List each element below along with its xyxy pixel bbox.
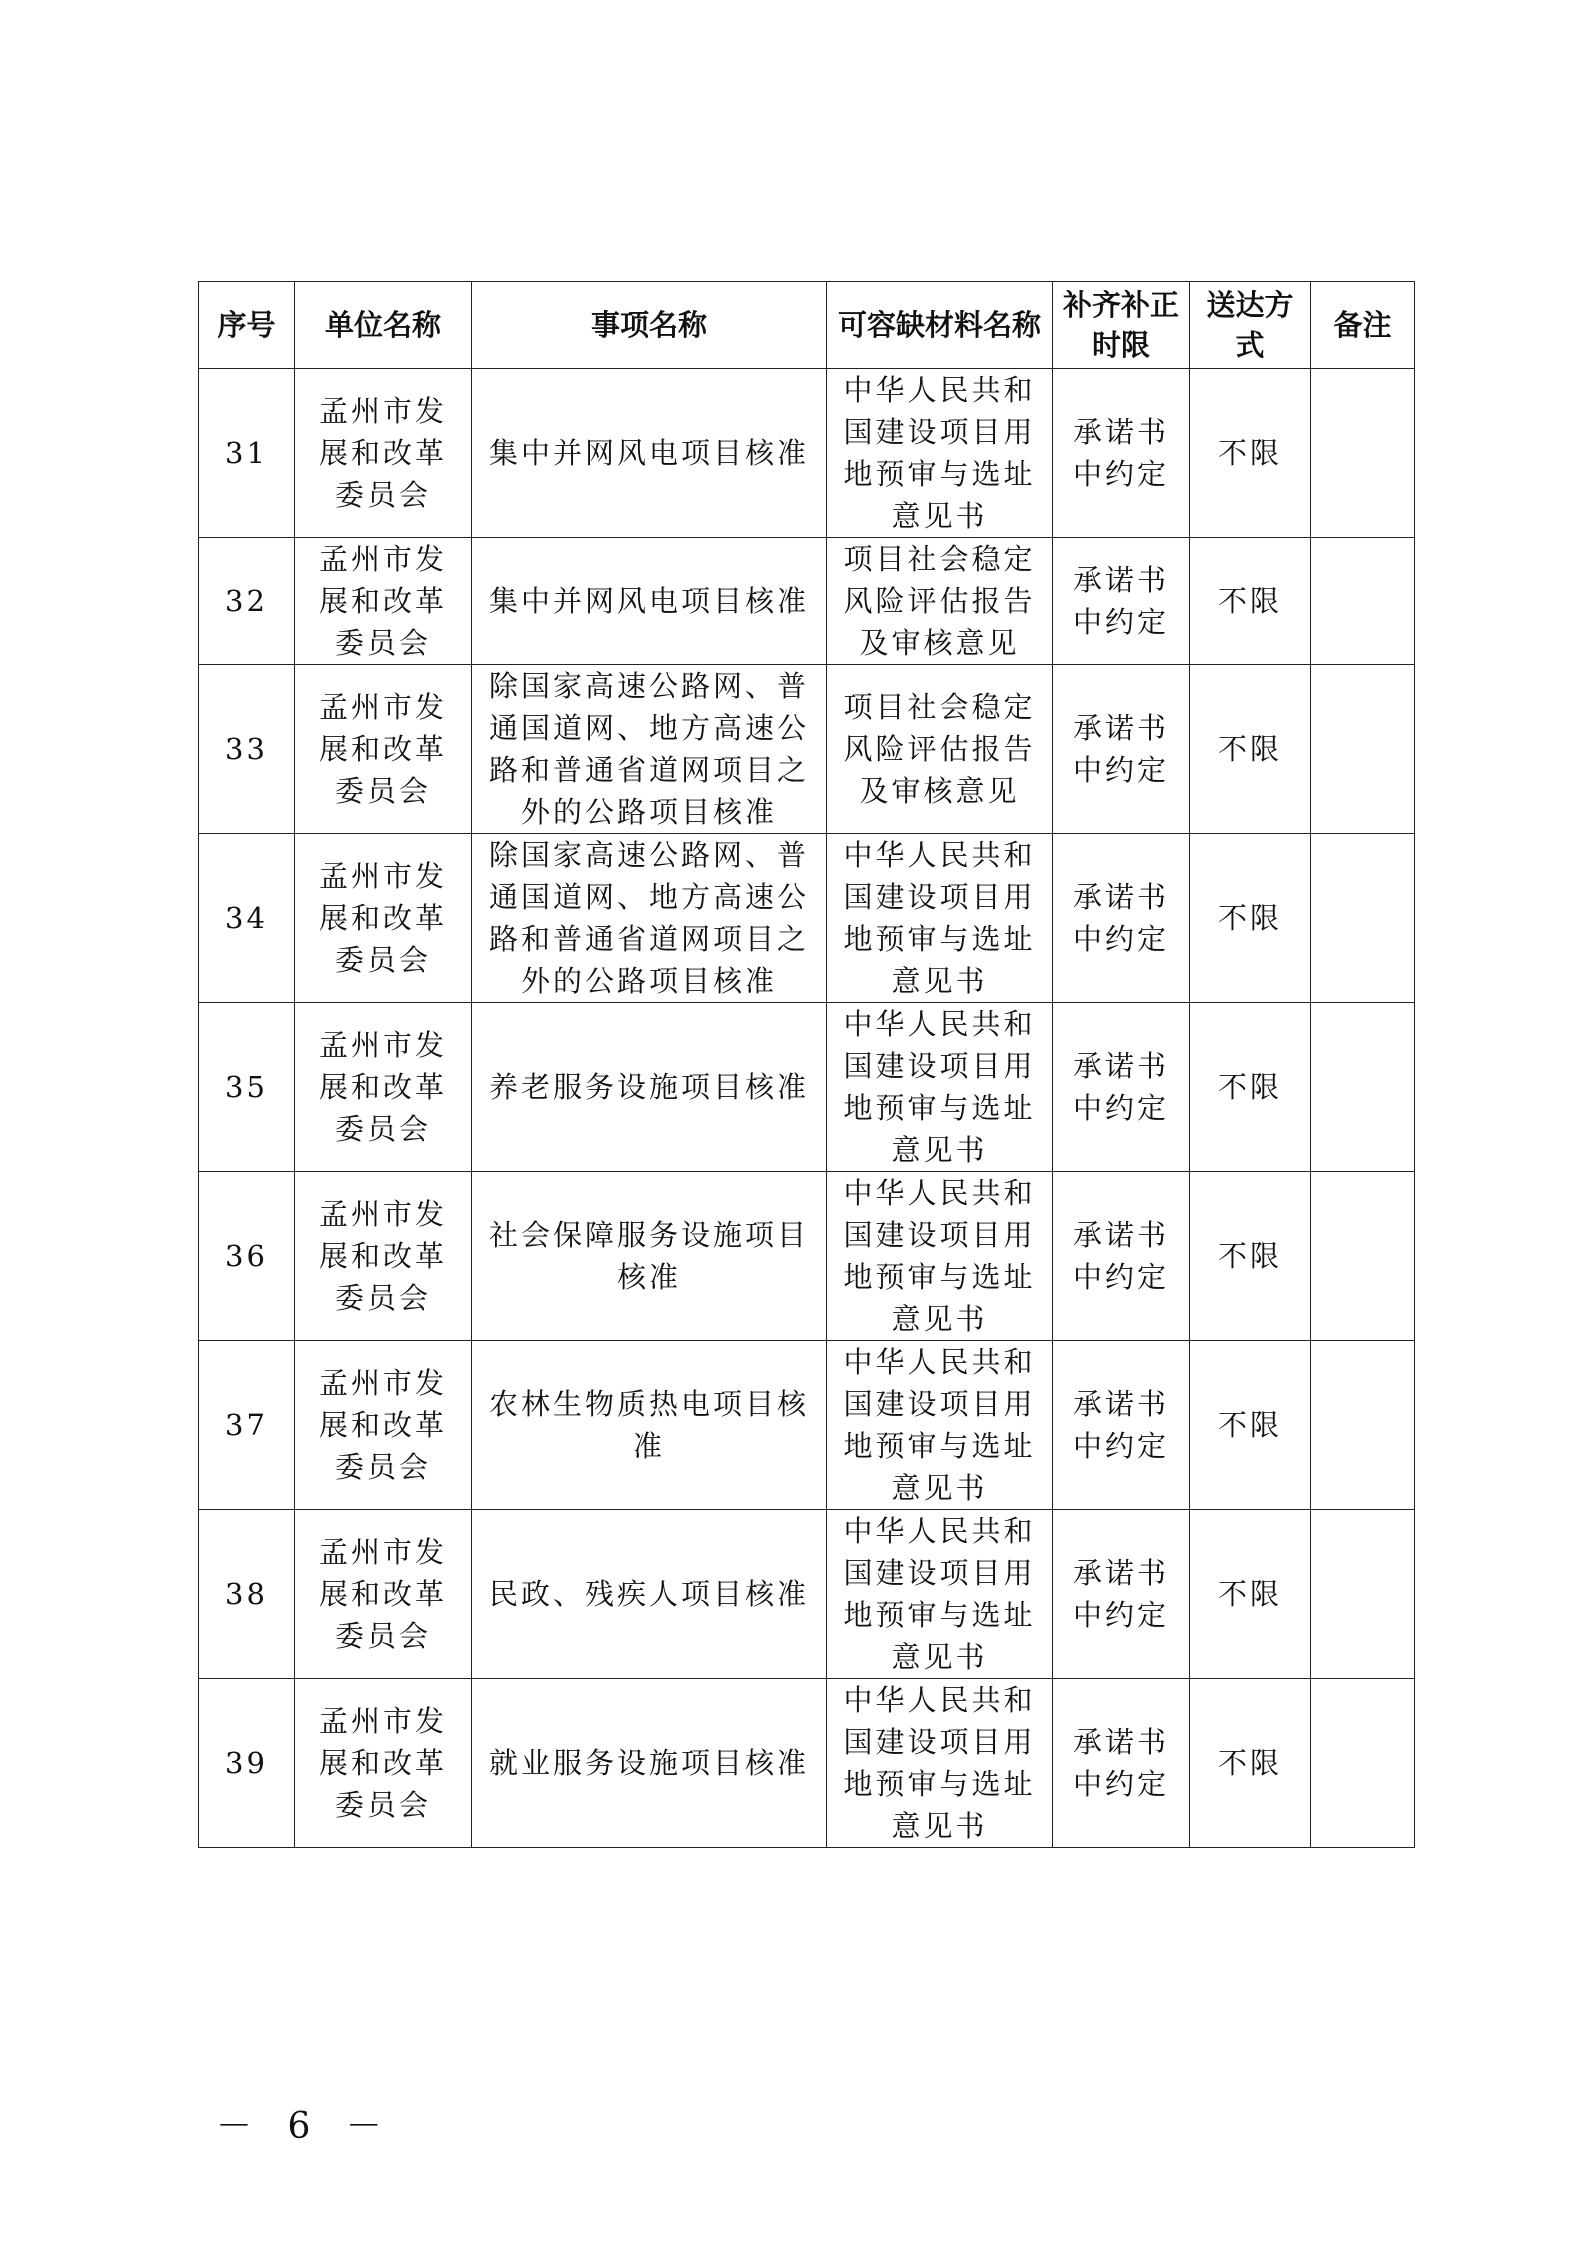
row-no: 35 [199, 1003, 295, 1172]
table-row [199, 1679, 1415, 1848]
row-material: 项目社会稳定风险评估报告及审核意见 [827, 665, 1053, 834]
row-no: 38 [199, 1510, 295, 1679]
row-item: 民政、残疾人项目核准 [472, 1510, 827, 1679]
row-item: 除国家高速公路网、普通国道网、地方高速公路和普通省道网项目之外的公路项目核准 [472, 665, 827, 834]
row-item: 集中并网风电项目核准 [472, 538, 827, 665]
row-time-limit: 承诺书中约定 [1053, 1172, 1190, 1341]
row-delivery: 不限 [1190, 1510, 1311, 1679]
row-time-limit: 承诺书中约定 [1053, 1003, 1190, 1172]
header-time-limit: 补齐补正时限 [1053, 282, 1190, 369]
row-time-limit: 承诺书中约定 [1053, 538, 1190, 665]
row-item: 农林生物质热电项目核准 [472, 1341, 827, 1510]
row-material: 中华人民共和国建设项目用地预审与选址意见书 [827, 1003, 1053, 1172]
row-remark [1311, 369, 1415, 538]
row-unit: 孟州市发展和改革委员会 [295, 1003, 472, 1172]
row-item: 除国家高速公路网、普通国道网、地方高速公路和普通省道网项目之外的公路项目核准 [472, 834, 827, 1003]
row-unit: 孟州市发展和改革委员会 [295, 538, 472, 665]
row-material: 项目社会稳定风险评估报告及审核意见 [827, 538, 1053, 665]
row-time-limit: 承诺书中约定 [1053, 665, 1190, 834]
row-time-limit: 承诺书中约定 [1053, 834, 1190, 1003]
row-unit: 孟州市发展和改革委员会 [295, 665, 472, 834]
table-row [199, 1172, 1415, 1341]
row-unit: 孟州市发展和改革委员会 [295, 1679, 472, 1848]
header-no: 序号 [199, 282, 295, 369]
header-material: 可容缺材料名称 [827, 282, 1053, 369]
header-item: 事项名称 [472, 282, 827, 369]
row-time-limit: 承诺书中约定 [1053, 1341, 1190, 1510]
table-row [199, 1003, 1415, 1172]
row-material: 中华人民共和国建设项目用地预审与选址意见书 [827, 1341, 1053, 1510]
row-unit: 孟州市发展和改革委员会 [295, 1341, 472, 1510]
row-remark [1311, 1679, 1415, 1848]
row-unit: 孟州市发展和改革委员会 [295, 1510, 472, 1679]
header-delivery: 送达方式 [1190, 282, 1311, 369]
row-remark [1311, 834, 1415, 1003]
row-item: 就业服务设施项目核准 [472, 1679, 827, 1848]
row-no: 32 [199, 538, 295, 665]
row-no: 39 [199, 1679, 295, 1848]
row-unit: 孟州市发展和改革委员会 [295, 834, 472, 1003]
row-no: 33 [199, 665, 295, 834]
row-item: 养老服务设施项目核准 [472, 1003, 827, 1172]
header-remark: 备注 [1311, 282, 1415, 369]
row-remark [1311, 1172, 1415, 1341]
row-material: 中华人民共和国建设项目用地预审与选址意见书 [827, 1172, 1053, 1341]
row-delivery: 不限 [1190, 1341, 1311, 1510]
row-item: 社会保障服务设施项目核准 [472, 1172, 827, 1341]
table-row [199, 369, 1415, 538]
row-delivery: 不限 [1190, 369, 1311, 538]
table-row [199, 834, 1415, 1003]
row-delivery: 不限 [1190, 1003, 1311, 1172]
table-row [199, 665, 1415, 834]
row-material: 中华人民共和国建设项目用地预审与选址意见书 [827, 1679, 1053, 1848]
row-no: 34 [199, 834, 295, 1003]
table-row [199, 1510, 1415, 1679]
row-item: 集中并网风电项目核准 [472, 369, 827, 538]
row-no: 31 [199, 369, 295, 538]
table-header-row [199, 282, 1415, 369]
row-remark [1311, 1341, 1415, 1510]
table-row [199, 1341, 1415, 1510]
row-unit: 孟州市发展和改革委员会 [295, 1172, 472, 1341]
table-row [199, 538, 1415, 665]
row-delivery: 不限 [1190, 665, 1311, 834]
row-no: 36 [199, 1172, 295, 1341]
header-unit: 单位名称 [295, 282, 472, 369]
row-material: 中华人民共和国建设项目用地预审与选址意见书 [827, 1510, 1053, 1679]
row-delivery: 不限 [1190, 834, 1311, 1003]
row-remark [1311, 538, 1415, 665]
row-material: 中华人民共和国建设项目用地预审与选址意见书 [827, 834, 1053, 1003]
row-delivery: 不限 [1190, 1679, 1311, 1848]
row-remark [1311, 1003, 1415, 1172]
row-delivery: 不限 [1190, 1172, 1311, 1341]
row-time-limit: 承诺书中约定 [1053, 1510, 1190, 1679]
row-time-limit: 承诺书中约定 [1053, 369, 1190, 538]
row-unit: 孟州市发展和改革委员会 [295, 369, 472, 538]
page-number: － 6 － [216, 2106, 394, 2147]
items-table [198, 281, 1415, 1848]
row-remark [1311, 665, 1415, 834]
row-remark [1311, 1510, 1415, 1679]
row-no: 37 [199, 1341, 295, 1510]
row-delivery: 不限 [1190, 538, 1311, 665]
row-material: 中华人民共和国建设项目用地预审与选址意见书 [827, 369, 1053, 538]
row-time-limit: 承诺书中约定 [1053, 1679, 1190, 1848]
